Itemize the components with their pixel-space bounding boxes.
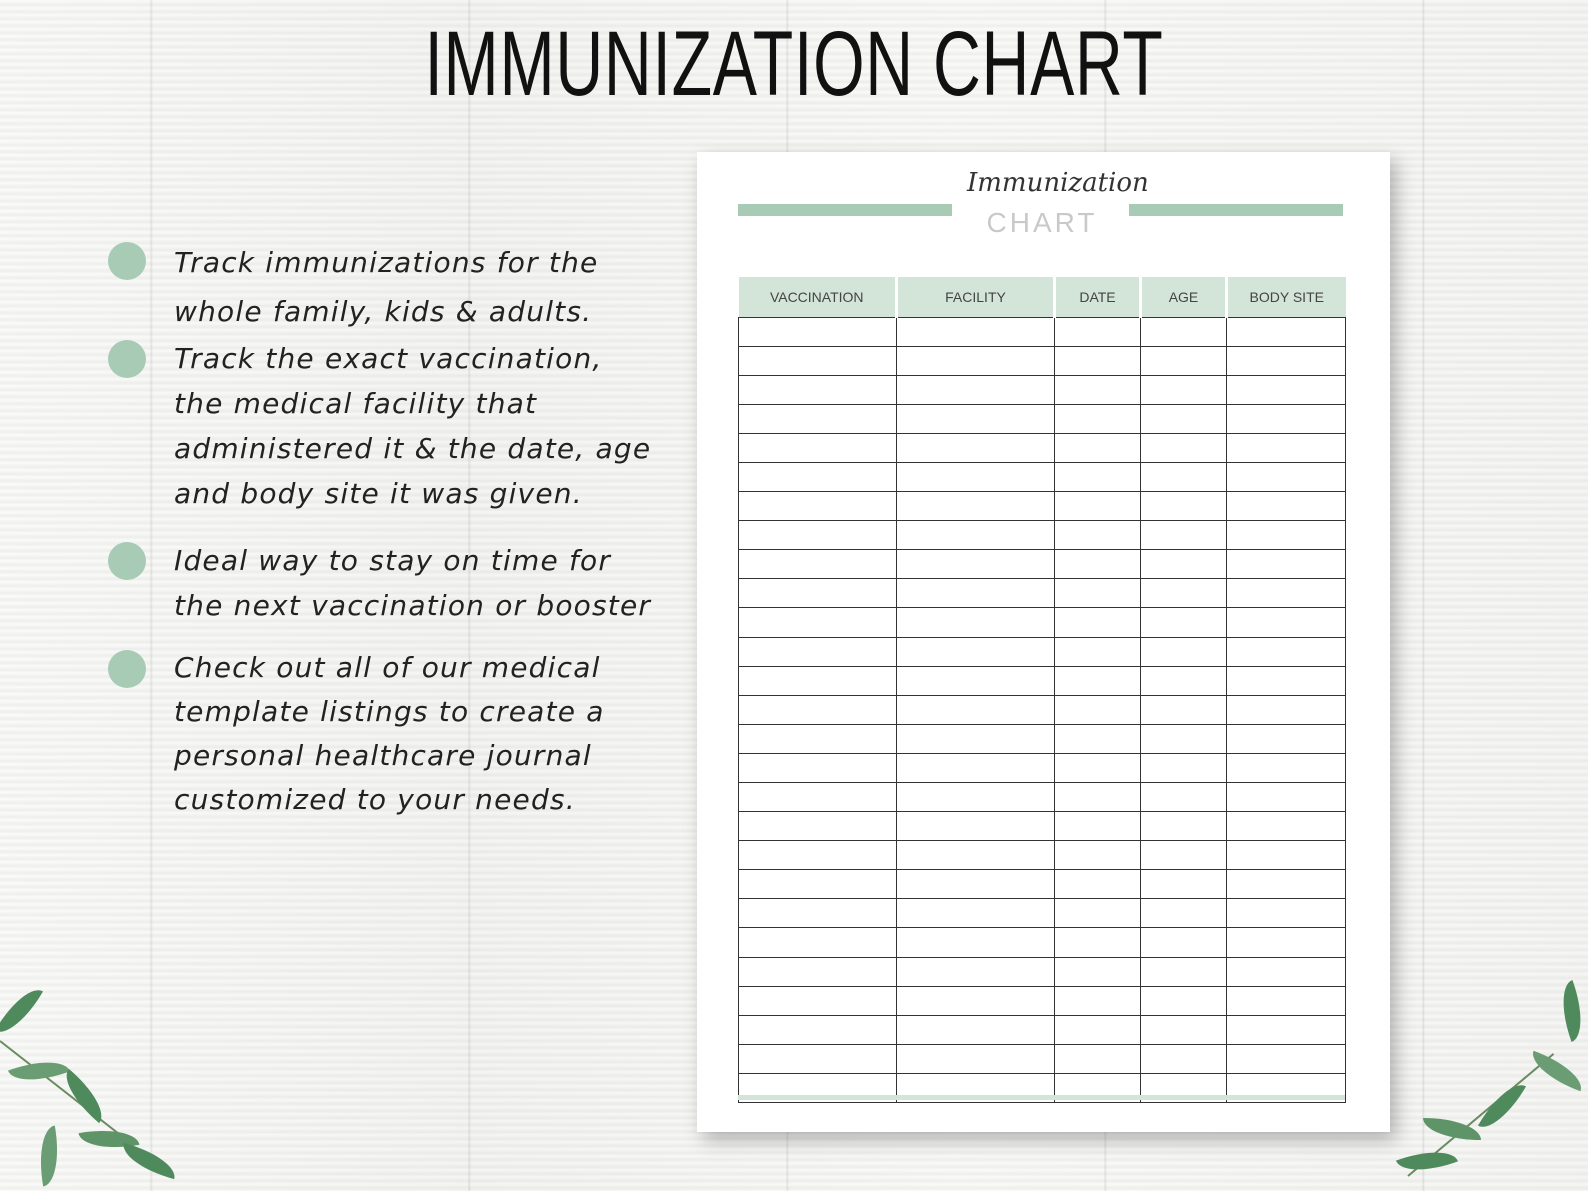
table-cell (897, 346, 1055, 375)
table-cell (739, 783, 897, 812)
table-cell (739, 579, 897, 608)
table-cell (1227, 579, 1346, 608)
table-row (739, 724, 1346, 753)
table-cell (897, 957, 1055, 986)
table-row (739, 433, 1346, 462)
table-row (739, 608, 1346, 637)
eucalyptus-leaves-right-icon (1398, 1000, 1588, 1190)
table-row (739, 492, 1346, 521)
bullet-dot-icon (108, 242, 146, 280)
table-cell (897, 841, 1055, 870)
table-cell (1055, 841, 1141, 870)
table-cell (739, 1015, 897, 1044)
bullet-dot-icon (108, 650, 146, 688)
table-cell (1227, 608, 1346, 637)
table-cell (897, 375, 1055, 404)
table-row (739, 550, 1346, 579)
table-cell (897, 492, 1055, 521)
table-cell (1055, 928, 1141, 957)
table-cell (897, 404, 1055, 433)
table-row (739, 812, 1346, 841)
bullet-dot-icon (108, 542, 146, 580)
table-cell (1055, 550, 1141, 579)
immunization-chart-document (697, 152, 1390, 1132)
table-cell (1055, 346, 1141, 375)
immunization-table (738, 277, 1346, 1103)
page-title: IMMUNIZATION CHART (424, 13, 1164, 115)
column-header-body-site: BODY SITE (1227, 277, 1346, 317)
table-cell (1227, 433, 1346, 462)
table-cell (1055, 1044, 1141, 1073)
table-cell (1141, 492, 1227, 521)
table-cell (897, 317, 1055, 346)
table-cell (1227, 1015, 1346, 1044)
table-row (739, 462, 1346, 491)
table-cell (739, 317, 897, 346)
table-cell (739, 986, 897, 1015)
table-cell (739, 375, 897, 404)
table-row (739, 783, 1346, 812)
document-script-title: Immunization (967, 168, 1149, 198)
document-subtitle: CHART (986, 207, 1098, 238)
table-row (739, 1015, 1346, 1044)
table-cell (1055, 812, 1141, 841)
table-row (739, 317, 1346, 346)
table-cell (1227, 812, 1346, 841)
table-cell (1055, 783, 1141, 812)
table-cell (1141, 579, 1227, 608)
table-cell (1227, 870, 1346, 899)
table-row (739, 695, 1346, 724)
column-header-age: AGE (1141, 277, 1227, 317)
table-cell (739, 637, 897, 666)
table-cell (897, 637, 1055, 666)
table-header-row (739, 277, 1346, 317)
table-cell (897, 695, 1055, 724)
table-cell (1141, 550, 1227, 579)
table-cell (1055, 870, 1141, 899)
table-cell (739, 870, 897, 899)
table-cell (1055, 521, 1141, 550)
header-accent-bar-left (738, 204, 952, 216)
table-cell (739, 928, 897, 957)
table-row (739, 1044, 1346, 1073)
eucalyptus-leaves-left-icon (0, 1000, 180, 1190)
table-cell (1227, 841, 1346, 870)
table-cell (1141, 637, 1227, 666)
table-body (739, 317, 1346, 1103)
table-cell (1227, 637, 1346, 666)
table-cell (1141, 812, 1227, 841)
table-row (739, 375, 1346, 404)
table-row (739, 841, 1346, 870)
table-cell (1141, 1044, 1227, 1073)
table-row (739, 521, 1346, 550)
table-cell (739, 608, 897, 637)
table-cell (739, 550, 897, 579)
table-cell (1141, 724, 1227, 753)
table-cell (1141, 957, 1227, 986)
table-cell (897, 1015, 1055, 1044)
table-footer-bar (738, 1095, 1345, 1100)
header-accent-bar-right (1129, 204, 1343, 216)
table-cell (1141, 521, 1227, 550)
table-cell (897, 550, 1055, 579)
feature-text: Ideal way to stay on time for the next vaccination or booster (174, 544, 652, 622)
table-cell (897, 783, 1055, 812)
table-cell (739, 724, 897, 753)
table-cell (1227, 462, 1346, 491)
table-cell (1141, 899, 1227, 928)
table-cell (739, 695, 897, 724)
table-cell (1055, 899, 1141, 928)
table-cell (1227, 695, 1346, 724)
table-cell (739, 841, 897, 870)
table-cell (1141, 346, 1227, 375)
table-cell (1141, 1015, 1227, 1044)
table-cell (1055, 462, 1141, 491)
table-row (739, 957, 1346, 986)
feature-text: Track immunizations for the whole family, kids & adults. (174, 246, 599, 328)
table-cell (739, 492, 897, 521)
table-cell (1055, 492, 1141, 521)
table-cell (1227, 957, 1346, 986)
table-row (739, 637, 1346, 666)
table-cell (1141, 666, 1227, 695)
table-cell (897, 928, 1055, 957)
table-cell (1141, 783, 1227, 812)
table-cell (1227, 783, 1346, 812)
feature-text: Check out all of our medical template listings to create a personal healthcare journal customized to your needs. (174, 651, 605, 816)
table-cell (1055, 724, 1141, 753)
table-cell (897, 579, 1055, 608)
table-row (739, 928, 1346, 957)
table-cell (1141, 928, 1227, 957)
table-cell (1227, 1044, 1346, 1073)
table-cell (739, 1044, 897, 1073)
table-cell (739, 404, 897, 433)
table-cell (1141, 375, 1227, 404)
table-cell (1227, 404, 1346, 433)
bullet-dot-icon (108, 340, 146, 378)
table-cell (897, 666, 1055, 695)
table-cell (1227, 666, 1346, 695)
table-cell (1227, 986, 1346, 1015)
table-cell (1227, 317, 1346, 346)
table-cell (897, 870, 1055, 899)
table-cell (1227, 899, 1346, 928)
table-cell (897, 724, 1055, 753)
table-row (739, 986, 1346, 1015)
table-cell (1055, 375, 1141, 404)
table-cell (1227, 753, 1346, 782)
table-cell (1227, 550, 1346, 579)
table-cell (739, 521, 897, 550)
table-cell (739, 433, 897, 462)
table-cell (1227, 928, 1346, 957)
table-cell (739, 346, 897, 375)
table-cell (1227, 375, 1346, 404)
table-cell (1141, 753, 1227, 782)
table-row (739, 404, 1346, 433)
table-cell (1055, 637, 1141, 666)
table-cell (1141, 433, 1227, 462)
table-cell (1055, 957, 1141, 986)
table-cell (1141, 841, 1227, 870)
table-cell (897, 521, 1055, 550)
table-cell (897, 433, 1055, 462)
table-cell (739, 957, 897, 986)
table-cell (1227, 492, 1346, 521)
table-cell (1141, 317, 1227, 346)
table-cell (1055, 317, 1141, 346)
table-cell (1055, 695, 1141, 724)
table-cell (1055, 608, 1141, 637)
table-cell (1055, 986, 1141, 1015)
table-cell (1141, 608, 1227, 637)
table-cell (897, 986, 1055, 1015)
column-header-vaccination: VACCINATION (739, 277, 897, 317)
column-header-date: DATE (1055, 277, 1141, 317)
table-cell (1227, 724, 1346, 753)
table-cell (1055, 666, 1141, 695)
table-cell (1141, 404, 1227, 433)
table-cell (897, 1044, 1055, 1073)
table-cell (897, 462, 1055, 491)
table-cell (897, 899, 1055, 928)
table-row (739, 753, 1346, 782)
table-cell (1141, 986, 1227, 1015)
table-row (739, 579, 1346, 608)
feature-text: Track the exact vaccination, the medical facility that administered it & the date, age and body site it was given. (174, 342, 652, 510)
table-cell (897, 608, 1055, 637)
table-cell (739, 462, 897, 491)
column-header-facility: FACILITY (897, 277, 1055, 317)
table-cell (1055, 579, 1141, 608)
table-cell (1227, 521, 1346, 550)
table-cell (739, 812, 897, 841)
table-row (739, 666, 1346, 695)
table-cell (897, 753, 1055, 782)
table-cell (739, 753, 897, 782)
table-row (739, 870, 1346, 899)
table-cell (1227, 346, 1346, 375)
table-cell (1141, 462, 1227, 491)
table-cell (1055, 1015, 1141, 1044)
table-row (739, 899, 1346, 928)
table-row (739, 346, 1346, 375)
table-cell (1055, 433, 1141, 462)
table-cell (739, 666, 897, 695)
table-cell (1055, 404, 1141, 433)
table-cell (1141, 870, 1227, 899)
table-cell (897, 812, 1055, 841)
table-cell (1141, 695, 1227, 724)
table-cell (739, 899, 897, 928)
table-cell (1055, 753, 1141, 782)
